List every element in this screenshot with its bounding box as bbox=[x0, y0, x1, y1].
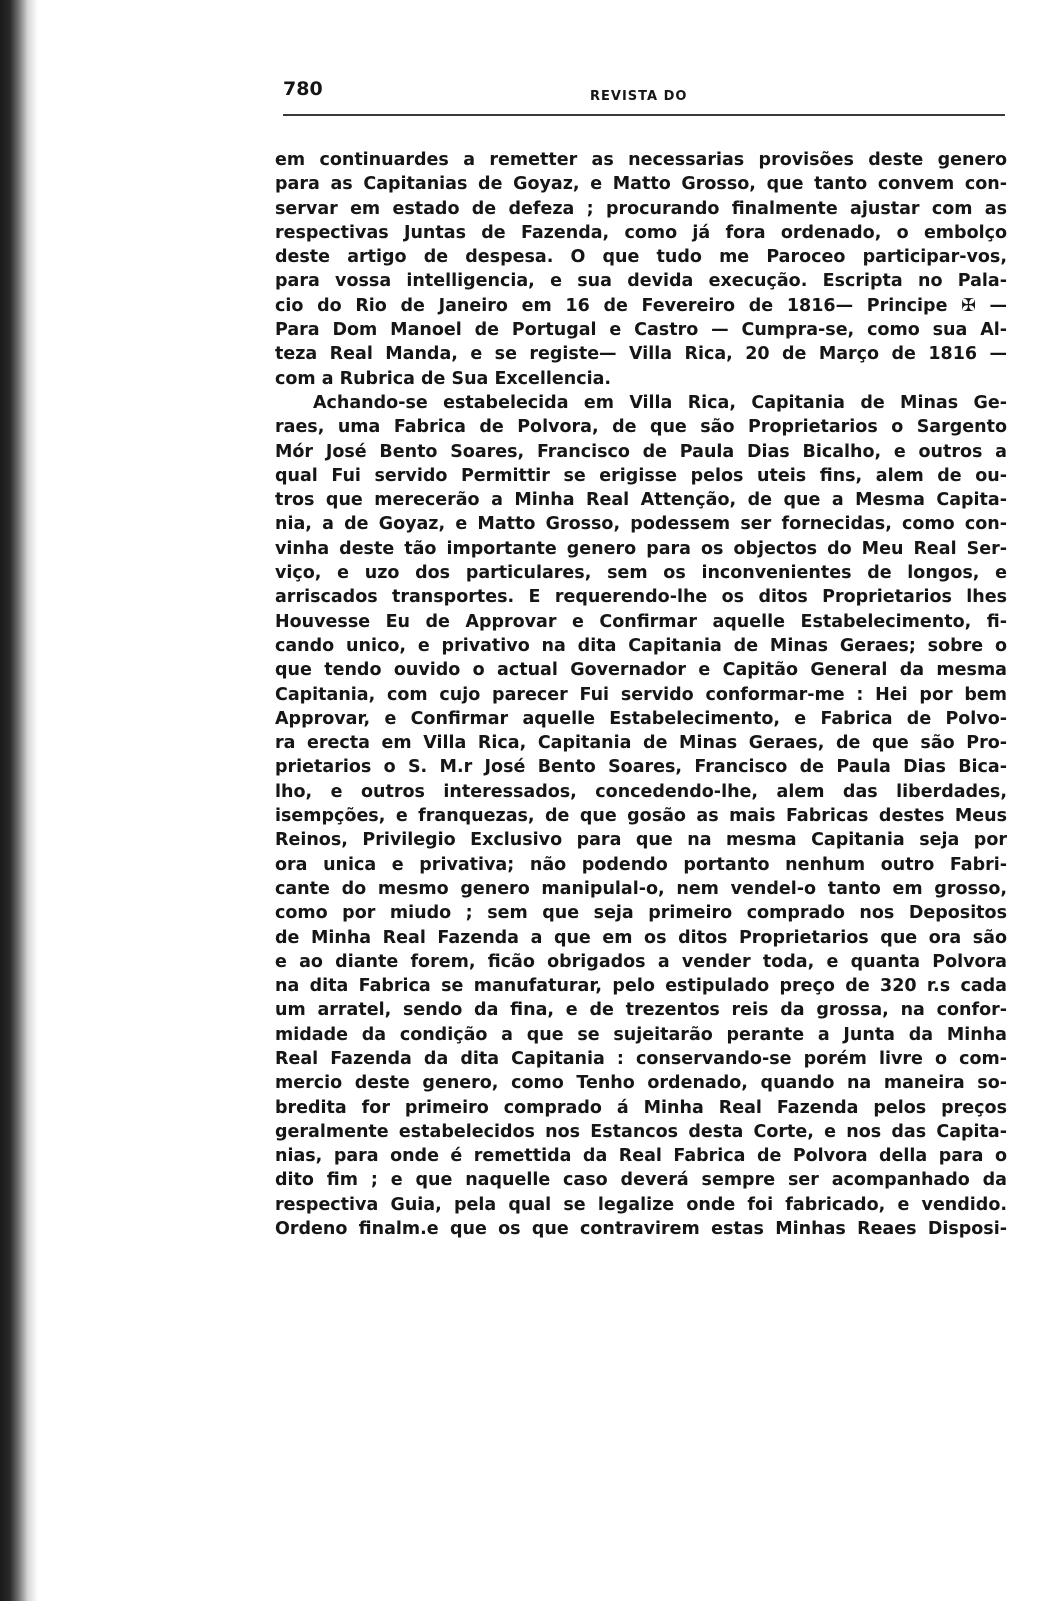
paragraph bbox=[275, 391, 1007, 1241]
text-line: dito fim ; e que naquelle caso deverá sempre ser acompanhado da bbox=[275, 1170, 1007, 1191]
page-edge-shadow bbox=[0, 0, 38, 1601]
text-line: cando unico, e privativo na dita Capitania de Minas Geraes; sobre o bbox=[275, 635, 1007, 656]
text-line: para as Capitanias de Goyaz, e Matto Grosso, que tanto convem con- bbox=[275, 174, 1007, 195]
text-line: Mór José Bento Soares, Francisco de Paula Dias Bicalho, e outros a bbox=[275, 441, 1007, 462]
text-line: na dita Fabrica se manufaturar, pelo estipulado preço de 320 r.s cada bbox=[275, 976, 1007, 997]
header-rule bbox=[283, 114, 1005, 116]
page-number: 780 bbox=[283, 78, 323, 100]
text-line: arriscados transportes. E requerendo-lhe os ditos Proprietarios lhes bbox=[275, 587, 1007, 608]
text-line: servar em estado de defeza ; procurando finalmente ajustar com as bbox=[275, 198, 1007, 219]
text-line: teza Real Manda, e se registe— Villa Rica, 20 de Março de 1816 — bbox=[275, 344, 1007, 365]
text-line: isempções, e franquezas, de que gosão as mais Fabricas destes Meus bbox=[275, 806, 1007, 827]
text-line: ra erecta em Villa Rica, Capitania de Minas Geraes, de que são Pro- bbox=[275, 733, 1007, 754]
text-line: ora unica e privativa; não podendo portanto nenhum outro Fabri- bbox=[275, 854, 1007, 875]
text-line: Approvar, e Confirmar aquelle Estabelecimento, e Fabrica de Polvo- bbox=[275, 708, 1007, 729]
text-line: como por miudo ; sem que seja primeiro comprado nos Depositos bbox=[275, 903, 1007, 924]
text-line: tros que merecerão a Minha Real Attenção, de que a Mesma Capita- bbox=[275, 490, 1007, 511]
text-line: em continuardes a remetter as necessarias provisões deste genero bbox=[275, 150, 1007, 170]
text-line: vinha deste tão importante genero para os objectos do Meu Real Ser- bbox=[275, 538, 1007, 559]
text-line: qual Fui servido Permittir se erigisse pelos uteis fins, alem de ou- bbox=[275, 465, 1007, 486]
text-line: com a Rubrica de Sua Excellencia. bbox=[275, 368, 612, 389]
text-line: Capitania, com cujo parecer Fui servido conformar-me : Hei por bem bbox=[275, 684, 1007, 705]
text-line: Real Fazenda da dita Capitania : conservando-se porém livre o com- bbox=[275, 1048, 1007, 1069]
text-line: Achando-se estabelecida em Villa Rica, Capitania de Minas Ge- bbox=[313, 392, 1007, 413]
text-line: nia, a de Goyaz, e Matto Grosso, podessem ser fornecidas, como con- bbox=[275, 514, 1007, 535]
text-line: Ordeno finalm.e que os que contravirem estas Minhas Reaes Disposi- bbox=[275, 1219, 1007, 1240]
running-head: REVISTA DO bbox=[590, 89, 688, 104]
text-line: nias, para onde é remettida da Real Fabrica de Polvora della para o bbox=[275, 1146, 1007, 1167]
text-line: respectiva Guia, pela qual se legalize onde foi fabricado, e vendido. bbox=[275, 1194, 1007, 1215]
text-line: respectivas Juntas de Fazenda, como já fora ordenado, o embolço bbox=[275, 222, 1007, 243]
text-line: que tendo ouvido o actual Governador e Capitão General da mesma bbox=[275, 660, 1007, 681]
document-body bbox=[275, 148, 1007, 1241]
text-line: Para Dom Manoel de Portugal e Castro — Cumpra-se, como sua Al- bbox=[275, 320, 1007, 341]
text-line: mercio deste genero, como Tenho ordenado, quando na maneira so- bbox=[275, 1073, 1007, 1094]
text-line: Reinos, Privilegio Exclusivo para que na mesma Capitania seja por bbox=[275, 830, 1007, 851]
text-line: lho, e outros interessados, concedendo-lhe, alem das liberdades, bbox=[275, 781, 1007, 802]
text-line: para vossa intelligencia, e sua devida execução. Escripta no Pala- bbox=[275, 271, 1007, 292]
text-line: e ao diante forem, ficão obrigados a vender toda, e quanta Polvora bbox=[275, 951, 1007, 972]
text-line: geralmente estabelecidos nos Estancos desta Corte, e nos das Capita- bbox=[275, 1121, 1007, 1142]
text-line: Houvesse Eu de Approvar e Confirmar aquelle Estabelecimento, fi- bbox=[275, 611, 1007, 632]
text-line: cante do mesmo genero manipulal-o, nem vendel-o tanto em grosso, bbox=[275, 878, 1007, 899]
text-line: bredita for primeiro comprado á Minha Real Fazenda pelos preços bbox=[275, 1097, 1007, 1118]
text-line: prietarios o S. M.r José Bento Soares, Francisco de Paula Dias Bica- bbox=[275, 757, 1007, 778]
paragraph bbox=[275, 148, 1007, 391]
text-line: midade da condição a que se sujeitarão perante a Junta da Minha bbox=[275, 1024, 1007, 1045]
text-line: um arratel, sendo da fina, e de trezentos reis da grossa, na confor- bbox=[275, 1000, 1007, 1021]
text-line: de Minha Real Fazenda a que em os ditos Proprietarios que ora são bbox=[275, 927, 1007, 948]
text-line: cio do Rio de Janeiro em 16 de Fevereiro de 1816— Principe ✠ — bbox=[275, 295, 1007, 316]
text-line: raes, uma Fabrica de Polvora, de que são Proprietarios o Sargento bbox=[275, 417, 1007, 438]
text-line: viço, e uzo dos particulares, sem os inconvenientes de longos, e bbox=[275, 563, 1007, 584]
text-line: deste artigo de despesa. O que tudo me Paroceo participar-vos, bbox=[275, 247, 1007, 268]
